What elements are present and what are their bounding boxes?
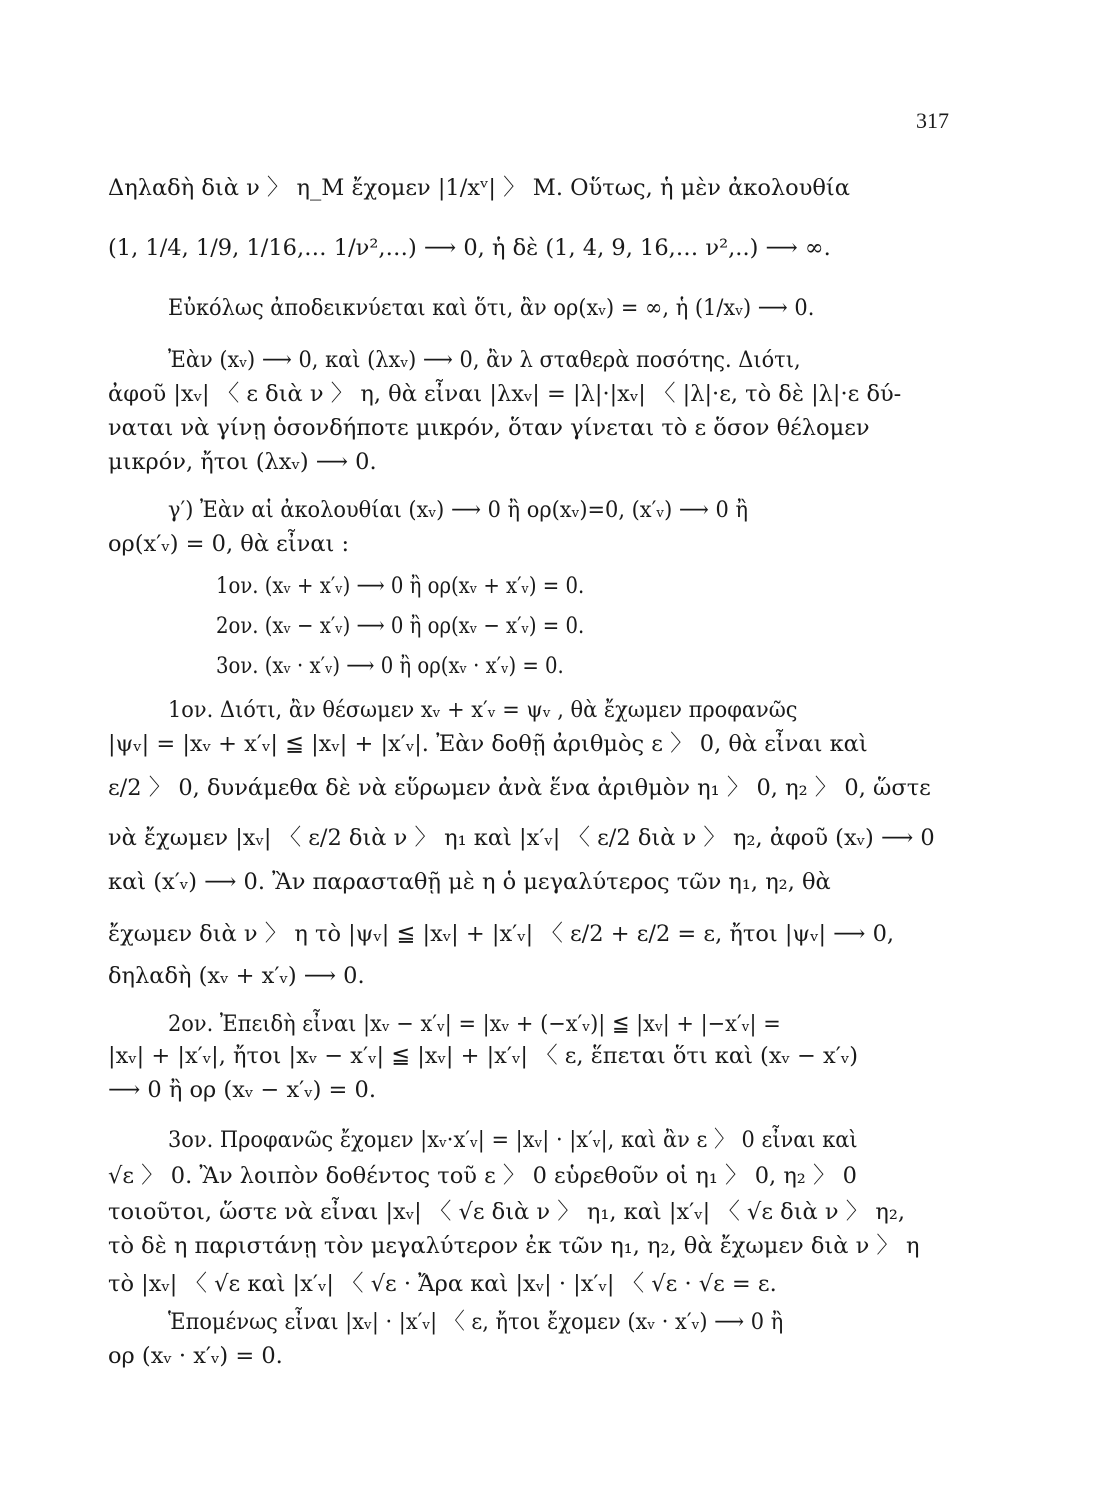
text-line: Ἑπομένως εἶναι |xᵥ| · |x′ᵥ| 〈 ε, ἤτοι ἔχομεν (xᵥ · x′ᵥ) ⟶ 0 ἢ: [168, 1309, 784, 1335]
text-line: νὰ ἔχωμεν |xᵥ| 〈 ε/2 διὰ ν 〉 η₁ καὶ |x′ᵥ| 〈 ε/2 διὰ ν 〉 η₂, ἀφοῦ (xᵥ) ⟶ 0: [108, 825, 935, 851]
text-line: ἔχωμεν διὰ ν 〉 η τὸ |ψᵥ| ≦ |xᵥ| + |x′ᵥ| 〈 ε/2 + ε/2 = ε, ἤτοι |ψᵥ| ⟶ 0,: [108, 921, 895, 947]
text-line: ⟶ 0 ἢ ορ (xᵥ − x′ᵥ) = 0.: [108, 1077, 377, 1103]
text-line: ε/2 〉 0, δυνάμεθα δὲ νὰ εὕρωμεν ἀνὰ ἕνα ἀριθμὸν η₁ 〉 0, η₂ 〉 0, ὥστε: [108, 775, 931, 801]
text-line: Εὐκόλως ἀποδεικνύεται καὶ ὅτι, ἂν ορ(xᵥ) = ∞, ἡ (1/xᵥ) ⟶ 0.: [168, 295, 815, 321]
text-line: ορ (xᵥ · x′ᵥ) = 0.: [108, 1343, 283, 1369]
text-line: Δηλαδὴ διὰ ν 〉 η_M ἔχομεν |1/xᵛ| 〉 Μ. Οὕτως, ἡ μὲν ἀκολουθία: [108, 175, 850, 201]
text-line: 3ον. (xᵥ · x′ᵥ) ⟶ 0 ἢ ορ(xᵥ · x′ᵥ) = 0.: [216, 653, 564, 679]
text-line: (1, 1/4, 1/9, 1/16,… 1/ν²,…) ⟶ 0, ἡ δὲ (1, 4, 9, 16,… ν²,..) ⟶ ∞.: [108, 235, 831, 261]
page-number: 317: [916, 108, 949, 133]
text-line: 3ον. Προφανῶς ἔχομεν |xᵥ·x′ᵥ| = |xᵥ| · |x′ᵥ|, καὶ ἂν ε 〉 0 εἶναι καὶ: [168, 1127, 858, 1153]
text-line: γ′) Ἐὰν αἱ ἀκολουθίαι (xᵥ) ⟶ 0 ἢ ορ(xᵥ)=0, (x′ᵥ) ⟶ 0 ἢ: [168, 497, 749, 523]
text-line: √ε 〉 0. Ἂν λοιπὸν δοθέντος τοῦ ε 〉 0 εὑρεθοῦν οἱ η₁ 〉 0, η₂ 〉 0: [108, 1163, 857, 1189]
text-line: 1ον. Διότι, ἂν θέσωμεν xᵥ + x′ᵥ = ψᵥ , θὰ ἔχωμεν προφανῶς: [168, 697, 798, 723]
text-line: ναται νὰ γίνῃ ὁσονδήποτε μικρόν, ὅταν γίνεται τὸ ε ὅσον θέλομεν: [108, 415, 870, 441]
text-line: Ἐὰν (xᵥ) ⟶ 0, καὶ (λxᵥ) ⟶ 0, ἂν λ σταθερὰ ποσότης. Διότι,: [168, 347, 801, 373]
text-line: τὸ δὲ η παριστάνῃ τὸν μεγαλύτερον ἐκ τῶν η₁, η₂, θὰ ἔχωμεν διὰ ν 〉 η: [108, 1233, 920, 1259]
text-line: |xᵥ| + |x′ᵥ|, ἤτοι |xᵥ − x′ᵥ| ≦ |xᵥ| + |x′ᵥ| 〈 ε, ἕπεται ὅτι καὶ (xᵥ − x′ᵥ): [108, 1043, 859, 1069]
text-line: δηλαδὴ (xᵥ + x′ᵥ) ⟶ 0.: [108, 963, 365, 989]
text-line: ορ(x′ᵥ) = 0, θὰ εἶναι :: [108, 531, 350, 557]
text-line: τοιοῦτοι, ὥστε νὰ εἶναι |xᵥ| 〈 √ε διὰ ν 〉 η₁, καὶ |x′ᵥ| 〈 √ε διὰ ν 〉 η₂,: [108, 1199, 906, 1225]
text-line: καὶ (x′ᵥ) ⟶ 0. Ἂν παρασταθῇ μὲ η ὁ μεγαλύτερος τῶν η₁, η₂, θὰ: [108, 869, 831, 895]
text-line: 2ον. Ἐπειδὴ εἶναι |xᵥ − x′ᵥ| = |xᵥ + (−x′ᵥ)| ≦ |xᵥ| + |−x′ᵥ| =: [168, 1011, 781, 1037]
text-line: ἀφοῦ |xᵥ| 〈 ε διὰ ν 〉 η, θὰ εἶναι |λxᵥ| = |λ|·|xᵥ| 〈 |λ|·ε, τὸ δὲ |λ|·ε δύ-: [108, 381, 902, 407]
text-line: 1ον. (xᵥ + x′ᵥ) ⟶ 0 ἢ ορ(xᵥ + x′ᵥ) = 0.: [216, 573, 585, 599]
text-line: |ψᵥ| = |xᵥ + x′ᵥ| ≦ |xᵥ| + |x′ᵥ|. Ἐὰν δοθῇ ἀριθμὸς ε 〉 0, θὰ εἶναι καὶ: [108, 731, 868, 757]
text-line: μικρόν, ἤτοι (λxᵥ) ⟶ 0.: [108, 449, 377, 475]
text-line: 2ον. (xᵥ − x′ᵥ) ⟶ 0 ἢ ορ(xᵥ − x′ᵥ) = 0.: [216, 613, 585, 639]
text-line: τὸ |xᵥ| 〈 √ε καὶ |x′ᵥ| 〈 √ε · Ἄρα καὶ |xᵥ| · |x′ᵥ| 〈 √ε · √ε = ε.: [108, 1271, 777, 1297]
